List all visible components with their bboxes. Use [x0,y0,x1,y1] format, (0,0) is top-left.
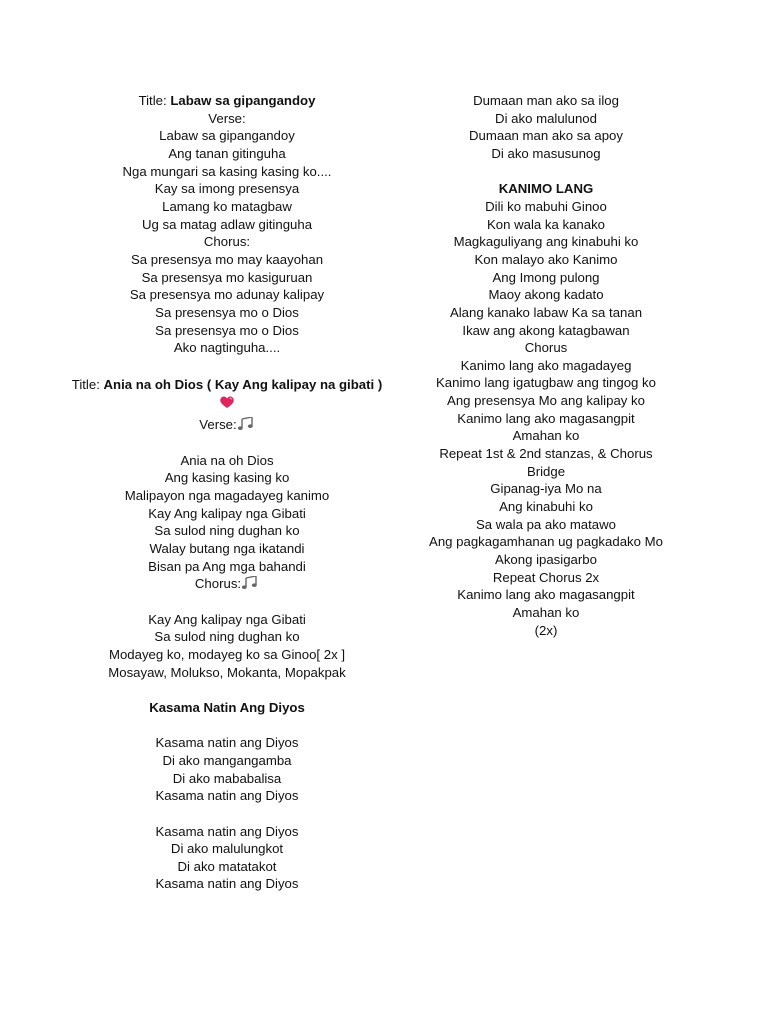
spacer [70,434,384,452]
title-prefix: Title: [71,377,104,393]
lyric-line: Malipayon nga magadayeg kanimo [124,488,330,504]
lyric-line: Sa presensya mo adunay kalipay [129,287,325,303]
lyric-line: Sa presensya mo o Dios [155,322,299,338]
lyric-line: Kay Ang kalipay nga Gibati [148,611,306,627]
lyric-line: Bisan pa Ang mga bahandi [148,558,306,574]
lyric-line: Di ako mababalisa [172,770,282,786]
lyric-line: Kanimo lang ako magasangpit [457,410,635,426]
lyric-line: Sa sulod ning dughan ko [154,629,300,645]
lyric-line: Ania na oh Dios [180,452,274,468]
lyric-line: Di ako matatakot [177,858,277,874]
lyric-line: Ang tanan gitinguha [168,145,286,161]
lyric-line: Magkaguliyang ang kinabuhi ko [453,234,639,250]
lyric-line: Di ako malulunod [495,110,597,126]
song1-title: Labaw sa gipangandoy [170,93,316,108]
lyric-line: Ikaw ang akong katagbawan [462,322,630,338]
lyric-line: Sa presensya mo may kaayohan [130,251,324,267]
lyric-line: Ako nagtinguha.... [173,340,281,356]
lyric-line: Gipanag-iya Mo na [490,481,602,497]
spacer [70,805,384,823]
lyric-line: Kasama natin ang Diyos [155,735,299,751]
lyric-line: Kon wala ka kanako [486,216,606,232]
verse-label-line [70,416,384,434]
lyric-line: Kanimo lang ako magadayeg [460,357,632,373]
lyric-line: Maoy akong kadato [488,287,604,303]
spacer [70,357,384,375]
lyric-line: Repeat Chorus 2x [492,569,600,585]
heart-icon [219,394,235,410]
lyric-line: Dumaan man ako sa ilog [473,93,619,108]
lyric-line: Mosayaw, Molukso, Mokanta, Mopakpak [108,664,346,680]
spacer [70,717,384,735]
music-notes-icon [237,417,255,431]
spacer [70,681,384,699]
lyric-line: Kon malayo ako Kanimo [474,251,618,267]
lyric-line: Ang pagkagamhanan ug pagkadako Mo [429,534,663,550]
lyric-line: Kay sa imong presensya [154,181,300,197]
chorus-label-line [70,575,384,593]
song2-title-line [70,376,384,414]
lyric-line: Ang Imong pulong [492,269,600,285]
spacer [396,163,696,181]
song1-title-line [70,92,384,110]
lyric-line: Repeat 1st & 2nd stanzas, & Chorus [439,446,653,462]
lyric-line: Di ako malulungkot [170,841,284,857]
lyric-line: Bridge [526,463,566,479]
lyric-line: Kasama natin ang Diyos [155,788,299,804]
lyric-line: Verse: [208,110,246,126]
song3-title: Kasama Natin Ang Diyos [149,699,305,715]
lyric-line: Lamang ko matagbaw [162,198,292,214]
chorus-label: Chorus: [194,576,242,592]
lyric-line: Kanimo lang igatugbaw ang tingog ko [436,375,656,391]
lyric-line: Chorus [524,340,568,356]
lyric-line: Ug sa matag adlaw gitinguha [141,216,313,232]
song2-title: Ania na oh Dios ( Kay Ang kalipay na gibati ) [103,377,383,393]
lyric-line: Ang kasing kasing ko [164,470,290,486]
lyric-line: Amahan ko [512,428,580,444]
lyric-line: Sa presensya mo o Dios [155,304,299,320]
title-prefix: Title: [138,93,171,108]
lyric-line: Chorus: [203,234,251,250]
lyric-line: (2x) [534,622,558,638]
lyric-line: Dumaan man ako sa apoy [469,128,623,144]
lyric-line: Di ako mangangamba [162,752,292,768]
lyric-line: Sa sulod ning dughan ko [154,523,300,539]
lyric-line: Akong ipasigarbo [495,552,597,568]
lyric-line: Ang kinabuhi ko [499,499,593,515]
lyric-line: Sa wala pa ako matawo [475,516,616,532]
lyric-line: Di ako masusunog [491,145,601,161]
lyric-line: Alang kanako labaw Ka sa tanan [449,304,643,320]
lyric-line: Sa presensya mo kasiguruan [141,269,313,285]
lyric-line: Kanimo lang ako magasangpit [457,587,635,603]
song4-title: KANIMO LANG [498,181,594,197]
lyric-line: Amahan ko [512,605,580,621]
lyric-line: Ang presensya Mo ang kalipay ko [447,393,645,409]
lyric-line: Nga mungari sa kasing kasing ko.... [122,163,332,179]
lyric-line: Kay Ang kalipay nga Gibati [148,505,306,521]
lyric-line: Walay butang nga ikatandi [149,541,305,557]
spacer [70,593,384,611]
lyric-line: Dili ko mabuhi Ginoo [485,198,607,214]
left-column [70,92,384,893]
lyric-line: Labaw sa gipangandoy [159,128,295,144]
right-column [396,92,696,639]
lyric-line: Modayeg ko, modayeg ko sa Ginoo[ 2x ] [108,646,346,662]
lyric-line: Kasama natin ang Diyos [155,876,299,892]
verse-label: Verse: [199,417,237,433]
music-notes-icon [241,576,259,590]
lyric-line: Kasama natin ang Diyos [155,823,299,839]
